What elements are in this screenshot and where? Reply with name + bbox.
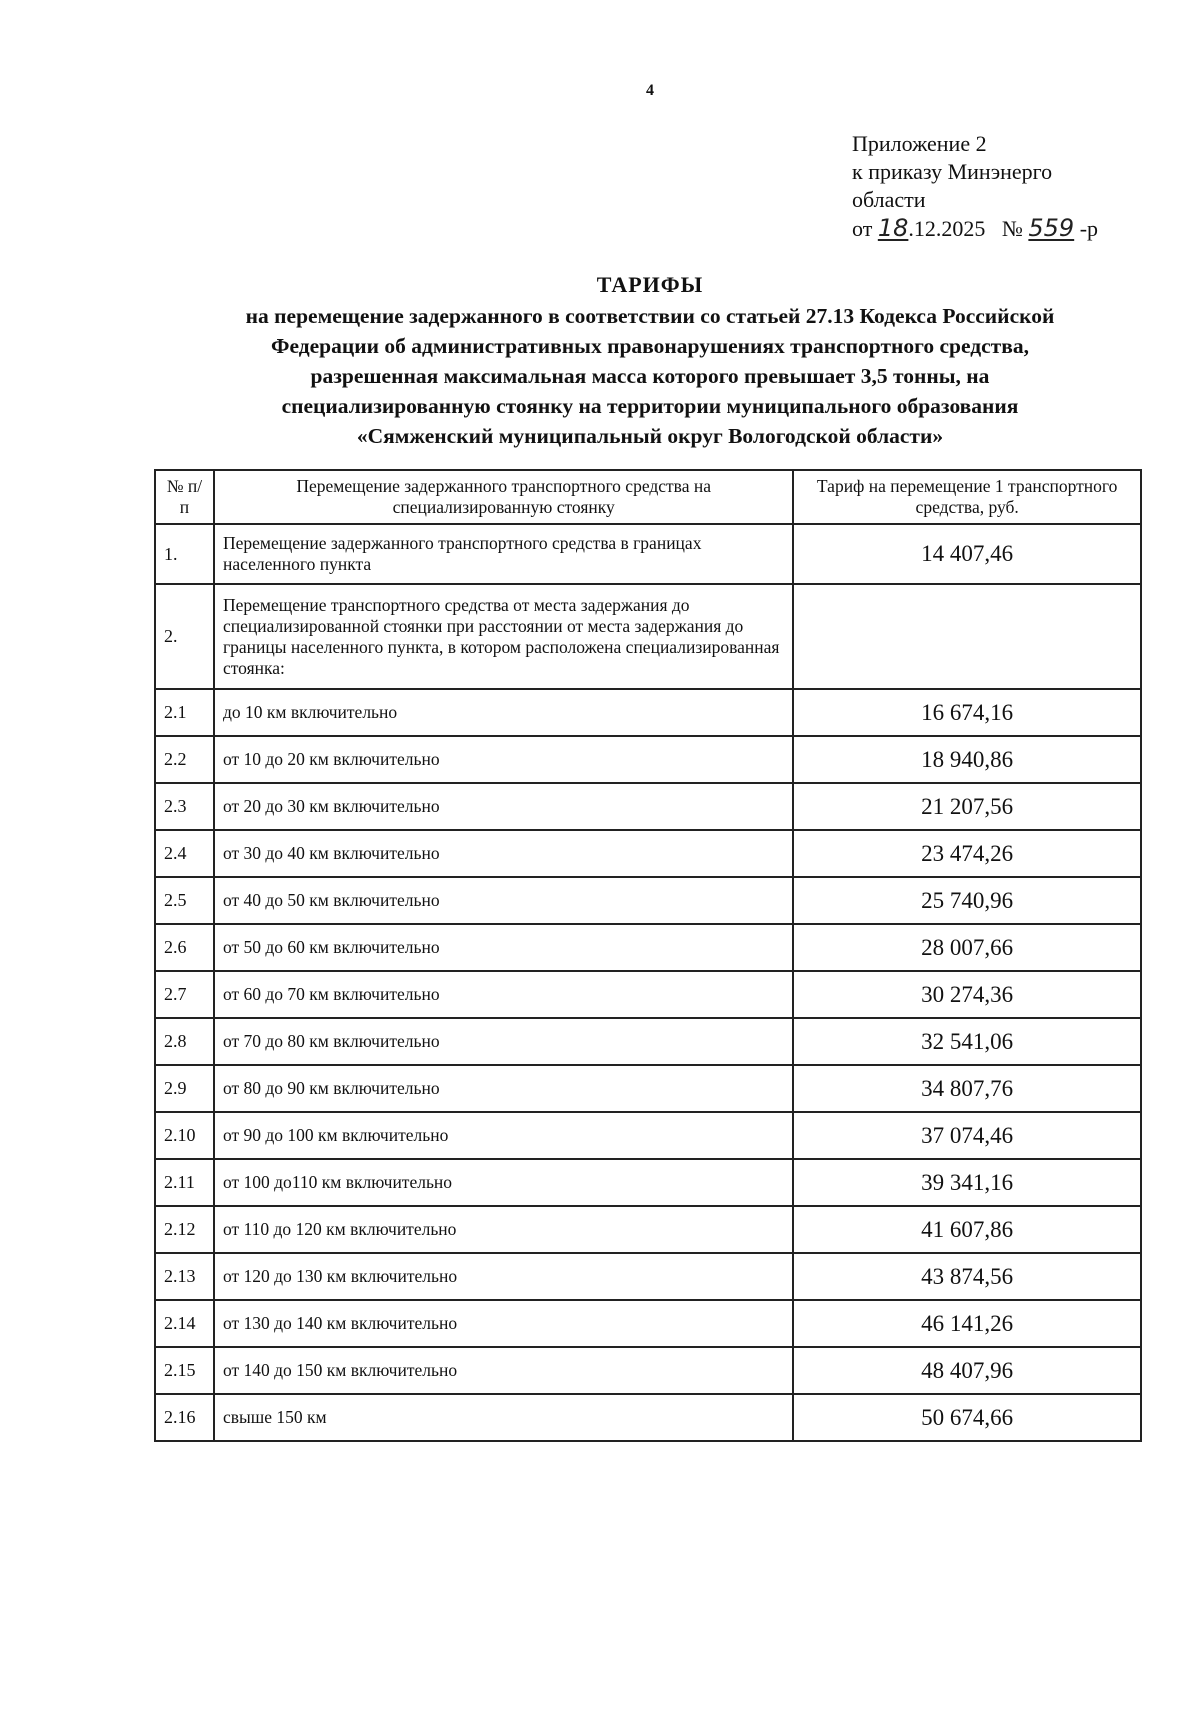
header-num: № п/п bbox=[155, 470, 214, 524]
row-tariff: 34 807,76 bbox=[793, 1065, 1141, 1112]
table-row bbox=[155, 1065, 1141, 1112]
row-description: Перемещение транспортного средства от места задержания до специализированной стоянки при расстоянии от места задержания до границы населенного пункта, в котором расположена специализированная стоянка: bbox=[214, 584, 793, 689]
row-description: от 140 до 150 км включительно bbox=[214, 1347, 793, 1394]
row-tariff: 43 874,56 bbox=[793, 1253, 1141, 1300]
row-description: от 70 до 80 км включительно bbox=[214, 1018, 793, 1065]
annex-line-3: области bbox=[852, 187, 926, 212]
row-tariff: 32 541,06 bbox=[793, 1018, 1141, 1065]
table-row bbox=[155, 524, 1141, 584]
row-num: 2.12 bbox=[155, 1206, 214, 1253]
row-num: 2.4 bbox=[155, 830, 214, 877]
row-description: от 110 до 120 км включительно bbox=[214, 1206, 793, 1253]
table-header-row bbox=[155, 470, 1141, 524]
row-description: от 40 до 50 км включительно bbox=[214, 877, 793, 924]
row-description: от 30 до 40 км включительно bbox=[214, 830, 793, 877]
row-num: 2.15 bbox=[155, 1347, 214, 1394]
number-suffix: -р bbox=[1079, 216, 1099, 241]
row-num: 2. bbox=[155, 584, 214, 689]
header-tariff: Тариф на перемещение 1 транспортного средства, руб. bbox=[793, 470, 1141, 524]
header-description: Перемещение задержанного транспортного средства на специализированную стоянку bbox=[214, 470, 793, 524]
tariffs-table bbox=[154, 469, 1142, 1442]
number-label: № bbox=[1001, 216, 1023, 241]
row-num: 2.16 bbox=[155, 1394, 214, 1441]
row-num: 2.5 bbox=[155, 877, 214, 924]
row-num: 2.9 bbox=[155, 1065, 214, 1112]
table-row bbox=[155, 1347, 1141, 1394]
table-row bbox=[155, 1018, 1141, 1065]
row-description: от 20 до 30 км включительно bbox=[214, 783, 793, 830]
row-num: 1. bbox=[155, 524, 214, 584]
table-row bbox=[155, 584, 1141, 689]
row-tariff: 39 341,16 bbox=[793, 1159, 1141, 1206]
table-row bbox=[155, 1206, 1141, 1253]
table-row bbox=[155, 924, 1141, 971]
row-description: от 100 до110 км включительно bbox=[214, 1159, 793, 1206]
table-row bbox=[155, 783, 1141, 830]
row-tariff: 46 141,26 bbox=[793, 1300, 1141, 1347]
row-tariff: 28 007,66 bbox=[793, 924, 1141, 971]
row-description: от 90 до 100 км включительно bbox=[214, 1112, 793, 1159]
order-number-handwritten: 559 bbox=[1028, 214, 1075, 242]
title-line-3: разрешенная максимальная масса которого превышает 3,5 тонны, на bbox=[310, 364, 990, 388]
row-description: Перемещение задержанного транспортного средства в границах населенного пункта bbox=[214, 524, 793, 584]
row-tariff: 48 407,96 bbox=[793, 1347, 1141, 1394]
table-row bbox=[155, 877, 1141, 924]
row-num: 2.7 bbox=[155, 971, 214, 1018]
row-tariff: 30 274,36 bbox=[793, 971, 1141, 1018]
row-num: 2.3 bbox=[155, 783, 214, 830]
title-line-1: на перемещение задержанного в соответствии со статьей 27.13 Кодекса Российской bbox=[245, 304, 1055, 328]
title-line-5: «Сямженский муниципальный округ Вологодской области» bbox=[356, 424, 944, 448]
table-row bbox=[155, 1300, 1141, 1347]
row-num: 2.14 bbox=[155, 1300, 214, 1347]
annex-line-1: Приложение 2 bbox=[852, 131, 987, 156]
row-description: от 50 до 60 км включительно bbox=[214, 924, 793, 971]
row-description: от 120 до 130 км включительно bbox=[214, 1253, 793, 1300]
row-description: до 10 км включительно bbox=[214, 689, 793, 736]
row-num: 2.13 bbox=[155, 1253, 214, 1300]
row-description: от 80 до 90 км включительно bbox=[214, 1065, 793, 1112]
row-description: свыше 150 км bbox=[214, 1394, 793, 1441]
row-tariff: 25 740,96 bbox=[793, 877, 1141, 924]
table-row bbox=[155, 689, 1141, 736]
table-row bbox=[155, 830, 1141, 877]
document-title-block bbox=[150, 270, 1150, 451]
page-number: 4 bbox=[646, 82, 654, 99]
row-description: от 130 до 140 км включительно bbox=[214, 1300, 793, 1347]
document-title: ТАРИФЫ bbox=[596, 272, 704, 297]
annex-line-2: к приказу Минэнерго bbox=[852, 159, 1053, 184]
row-tariff: 16 674,16 bbox=[793, 689, 1141, 736]
table-row bbox=[155, 1159, 1141, 1206]
row-tariff: 50 674,66 bbox=[793, 1394, 1141, 1441]
title-line-4: специализированную стоянку на территории муниципального образования bbox=[281, 394, 1019, 418]
row-num: 2.1 bbox=[155, 689, 214, 736]
table-row bbox=[155, 1253, 1141, 1300]
date-day-handwritten: 18 bbox=[877, 214, 909, 242]
table-row bbox=[155, 1394, 1141, 1441]
date-rest: .12.2025 bbox=[908, 216, 986, 241]
row-num: 2.8 bbox=[155, 1018, 214, 1065]
title-line-2: Федерации об административных правонарушениях транспортного средства, bbox=[271, 334, 1029, 358]
table-row bbox=[155, 1112, 1141, 1159]
row-tariff: 41 607,86 bbox=[793, 1206, 1141, 1253]
row-tariff: 14 407,46 bbox=[793, 524, 1141, 584]
table-row bbox=[155, 971, 1141, 1018]
row-num: 2.11 bbox=[155, 1159, 214, 1206]
annex-date-line bbox=[852, 214, 1098, 243]
annex-reference bbox=[852, 130, 1098, 243]
row-description: от 10 до 20 км включительно bbox=[214, 736, 793, 783]
row-description: от 60 до 70 км включительно bbox=[214, 971, 793, 1018]
row-tariff: 23 474,26 bbox=[793, 830, 1141, 877]
row-num: 2.2 bbox=[155, 736, 214, 783]
row-tariff: 37 074,46 bbox=[793, 1112, 1141, 1159]
date-prefix: от bbox=[852, 216, 873, 241]
row-tariff bbox=[793, 584, 1141, 689]
row-num: 2.10 bbox=[155, 1112, 214, 1159]
table-row bbox=[155, 736, 1141, 783]
row-num: 2.6 bbox=[155, 924, 214, 971]
row-tariff: 18 940,86 bbox=[793, 736, 1141, 783]
row-tariff: 21 207,56 bbox=[793, 783, 1141, 830]
